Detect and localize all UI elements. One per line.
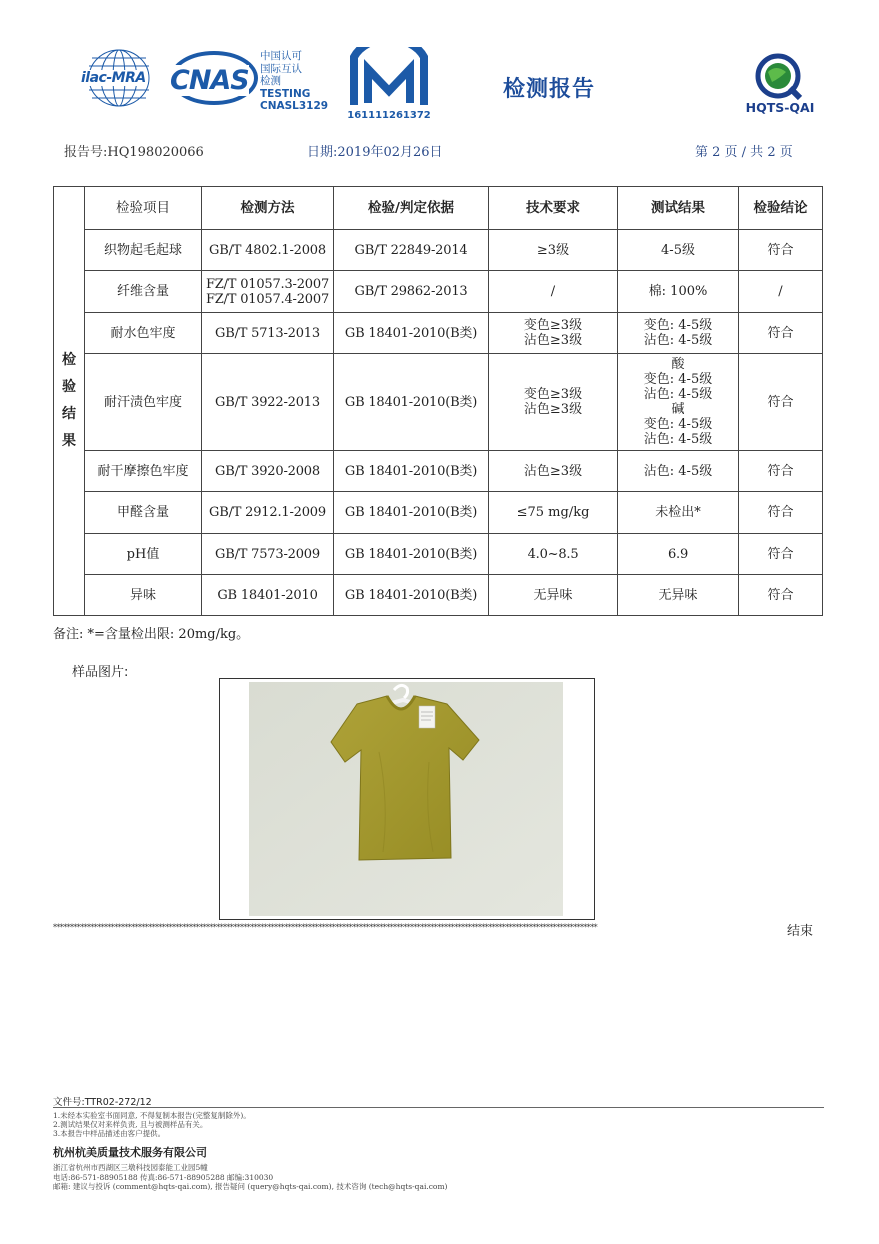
- cell-result: 4-5级: [618, 230, 739, 271]
- side-label-char: 果: [62, 433, 76, 449]
- requirement-line: 沾色≥3级: [523, 333, 583, 348]
- cell-result: [618, 354, 739, 451]
- table-row: [54, 534, 823, 575]
- result-line: 沾色: 4-5级: [643, 333, 713, 348]
- cell-result: 沾色: 4-5级: [618, 451, 739, 492]
- cell-basis: GB/T 29862-2013: [334, 271, 489, 313]
- cell-conclusion: 符合: [739, 230, 823, 271]
- cell-basis: GB 18401-2010(B类): [334, 313, 489, 354]
- cell-requirement: ≤75 mg/kg: [489, 492, 618, 534]
- contact-line: 电话:86-571-88905188 传真:86-571-88905288 邮编:310030: [53, 1172, 274, 1182]
- requirement-line: 变色≥3级: [523, 387, 583, 402]
- cell-item: pH值: [85, 534, 202, 575]
- col-header-method: 检测方法: [202, 187, 334, 230]
- table-row: [54, 451, 823, 492]
- file-number: 文件号:TTR02-272/12: [53, 1097, 152, 1108]
- cell-method: GB/T 5713-2013: [202, 313, 334, 354]
- cell-result: 6.9: [618, 534, 739, 575]
- cnas-logo: [168, 50, 260, 106]
- cnas-line: TESTING: [260, 87, 311, 100]
- col-header-result: 测试结果: [618, 187, 739, 230]
- cnas-line: 国际互认: [260, 62, 302, 75]
- document-title: 检测报告: [503, 77, 596, 102]
- cell-basis: GB 18401-2010(B类): [334, 492, 489, 534]
- cell-item: 异味: [85, 575, 202, 616]
- cell-conclusion: 符合: [739, 451, 823, 492]
- hqts-text: HQTS-QAI: [745, 100, 815, 115]
- table-row: [54, 271, 823, 313]
- cell-basis: GB/T 22849-2014: [334, 230, 489, 271]
- sample-image-label: 样品图片:: [72, 665, 129, 680]
- result-line: 沾色: 4-5级: [643, 432, 713, 447]
- cell-basis: GB 18401-2010(B类): [334, 354, 489, 451]
- side-label-char: 验: [62, 379, 76, 395]
- cell-item: 织物起毛起球: [85, 230, 202, 271]
- cnas-line: 检测: [260, 75, 281, 87]
- footer-notes: [53, 1111, 251, 1138]
- side-label-char: 检: [62, 352, 76, 368]
- side-label: [54, 187, 85, 616]
- hqts-qai-logo: [738, 52, 822, 122]
- result-line: 变色: 4-5级: [643, 318, 713, 333]
- cell-requirement: /: [489, 271, 618, 313]
- cell-method: GB/T 3920-2008: [202, 451, 334, 492]
- table-row: [54, 230, 823, 271]
- cell-requirement: [489, 313, 618, 354]
- method-line: FZ/T 01057.4-2007: [205, 291, 330, 307]
- cell-item: 耐水色牢度: [85, 313, 202, 354]
- result-line: 酸: [671, 357, 685, 372]
- cell-conclusion: 符合: [739, 354, 823, 451]
- table-row: [54, 313, 823, 354]
- cnas-accreditation-text: [260, 50, 340, 113]
- cnas-line: 中国认可: [260, 50, 302, 62]
- cell-result: 未检出*: [618, 492, 739, 534]
- email-line: 邮箱: 建议与投诉 (comment@hqts-qai.com), 报告疑问 (query@hqts-qai.com), 技术咨询 (tech@hqts-qai.com): [53, 1182, 448, 1191]
- sample-tshirt-photo: [249, 682, 563, 916]
- col-header-basis: 检验/判定依据: [334, 187, 489, 230]
- address-line: 浙江省杭州市西湖区三墩科技园泰能工业园5幢: [53, 1163, 208, 1172]
- method-line: FZ/T 01057.3-2007: [205, 276, 330, 292]
- report-date: 日期:2019年02月26日: [307, 145, 443, 160]
- cell-basis: GB 18401-2010(B类): [334, 451, 489, 492]
- hqts-globe-icon: [738, 52, 822, 100]
- cell-item: 耐汗渍色牢度: [85, 354, 202, 451]
- cell-item: 甲醛含量: [85, 492, 202, 534]
- cell-method: GB/T 4802.1-2008: [202, 230, 334, 271]
- page-indicator: 第 2 页 / 共 2 页: [695, 145, 793, 160]
- cell-item: 耐干摩擦色牢度: [85, 451, 202, 492]
- table-note: 备注: *=含量检出限: 20mg/kg。: [53, 627, 250, 642]
- cell-requirement: 无异味: [489, 575, 618, 616]
- cma-mark-icon: [346, 47, 432, 109]
- sample-photo-frame: [219, 678, 595, 920]
- cell-conclusion: 符合: [739, 534, 823, 575]
- cell-requirement: 沾色≥3级: [489, 451, 618, 492]
- cnas-line: CNASL3129: [260, 100, 329, 112]
- company-name: 杭州杭美质量技术服务有限公司: [53, 1146, 207, 1159]
- table-header-row: [54, 187, 823, 230]
- cell-method: GB 18401-2010: [202, 575, 334, 616]
- cnas-text: CNAS: [170, 65, 249, 96]
- cell-method: GB/T 2912.1-2009: [202, 492, 334, 534]
- result-line: 沾色: 4-5级: [643, 387, 713, 402]
- side-label-char: 结: [62, 406, 76, 422]
- col-header-item: 检验项目: [85, 187, 202, 230]
- cell-requirement: [489, 354, 618, 451]
- table-row: [54, 575, 823, 616]
- cell-conclusion: 符合: [739, 313, 823, 354]
- cell-method: GB/T 3922-2013: [202, 354, 334, 451]
- cell-basis: GB 18401-2010(B类): [334, 534, 489, 575]
- cell-method: [202, 271, 334, 313]
- cell-result: 棉: 100%: [618, 271, 739, 313]
- requirement-line: 沾色≥3级: [523, 402, 583, 417]
- cell-conclusion: 符合: [739, 492, 823, 534]
- cell-item: 纤维含量: [85, 271, 202, 313]
- results-table: [53, 186, 823, 616]
- cell-requirement: 4.0~8.5: [489, 534, 618, 575]
- cell-requirement: ≥3级: [489, 230, 618, 271]
- col-header-requirement: 技术要求: [489, 187, 618, 230]
- cell-basis: GB 18401-2010(B类): [334, 575, 489, 616]
- ilac-text: ilac-MRA: [81, 70, 146, 86]
- report-number: 报告号:HQ198020066: [64, 145, 204, 160]
- cma-number: 161111261372: [347, 110, 431, 121]
- end-marker: 结束: [787, 924, 814, 939]
- result-line: 变色: 4-5级: [643, 372, 713, 387]
- cell-conclusion: 符合: [739, 575, 823, 616]
- col-header-conclusion: 检验结论: [739, 187, 823, 230]
- cma-logo: [346, 47, 432, 123]
- result-line: 碱: [671, 402, 685, 417]
- footer-divider: [53, 1107, 824, 1108]
- table-row: [54, 354, 823, 451]
- footer-note-line: 2.测试结果仅对来样负责, 且与被测样品有关。: [53, 1120, 208, 1129]
- ilac-mra-logo: [80, 48, 158, 108]
- company-contact: [53, 1163, 448, 1192]
- cell-result: [618, 313, 739, 354]
- cell-method: GB/T 7573-2009: [202, 534, 334, 575]
- end-separator: ****************************************************************************************************************************************************************: [53, 923, 598, 932]
- footer-note-line: 3.本报告中样品描述由客户提供。: [53, 1129, 166, 1138]
- table-row: [54, 492, 823, 534]
- footer-note-line: 1.未经本实验室书面同意, 不得复制本报告(完整复制除外)。: [53, 1111, 251, 1120]
- cell-result: 无异味: [618, 575, 739, 616]
- cell-conclusion: /: [739, 271, 823, 313]
- result-line: 变色: 4-5级: [643, 417, 713, 432]
- requirement-line: 变色≥3级: [523, 318, 583, 333]
